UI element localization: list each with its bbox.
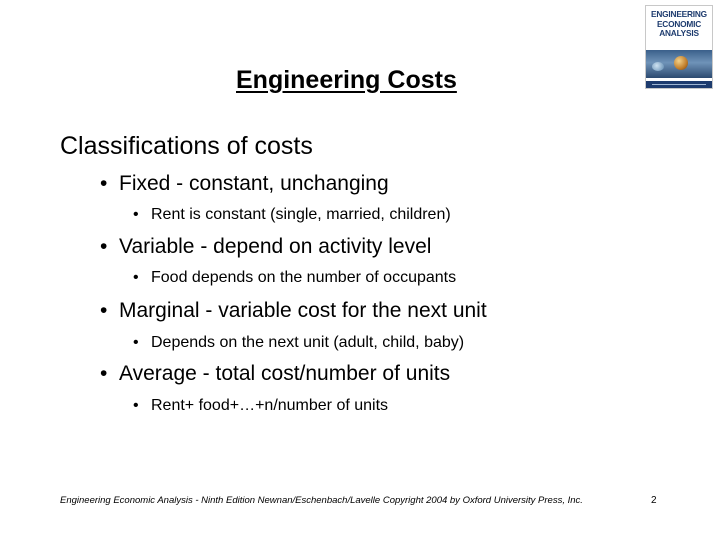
bullet-dot: •	[100, 235, 108, 258]
bullet-dot: •	[100, 362, 108, 385]
bullet-dot: •	[133, 206, 139, 223]
sub-bullet-label: Food depends on the number of occupants	[151, 269, 457, 286]
bullet-label: Fixed - constant, unchanging	[119, 172, 389, 195]
bullet-dot: •	[100, 172, 108, 195]
footer-citation: Engineering Economic Analysis - Ninth Edition Newnan/Eschenbach/Lavelle Copyright 2004 by Oxford University Press, Inc.	[60, 495, 583, 506]
bullet-label: Marginal - variable cost for the next unit	[119, 299, 487, 322]
sub-bullet-label: Rent is constant (single, married, children)	[151, 206, 451, 223]
slide-title: Engineering Costs	[236, 66, 457, 94]
sub-bullet-variable	[133, 269, 456, 287]
bullet-average	[100, 362, 450, 386]
book-cover-image	[645, 5, 713, 89]
sub-bullet-label: Depends on the next unit (adult, child, baby)	[151, 334, 465, 351]
book-cover-title: ENGINEERING ECONOMIC ANALYSIS	[651, 9, 707, 38]
bullet-variable	[100, 235, 431, 259]
book-cover-orb-small	[652, 62, 664, 71]
bullet-fixed	[100, 172, 389, 196]
bullet-label: Average - total cost/number of units	[119, 362, 451, 385]
bullet-label: Variable - depend on activity level	[119, 235, 432, 258]
bullet-marginal	[100, 299, 487, 323]
sub-bullet-marginal	[133, 334, 464, 352]
bullet-dot: •	[100, 299, 108, 322]
sub-bullet-average	[133, 397, 388, 415]
book-cover-author-strip	[646, 81, 712, 89]
section-heading: Classifications of costs	[60, 132, 313, 160]
bullet-dot: •	[133, 269, 139, 286]
book-cover-orb	[674, 56, 688, 70]
bullet-dot: •	[133, 334, 139, 351]
sub-bullet-fixed	[133, 206, 451, 224]
bullet-dot: •	[133, 397, 139, 414]
sub-bullet-label: Rent+ food+…+n/number of units	[151, 397, 389, 414]
page-number: 2	[651, 495, 657, 506]
